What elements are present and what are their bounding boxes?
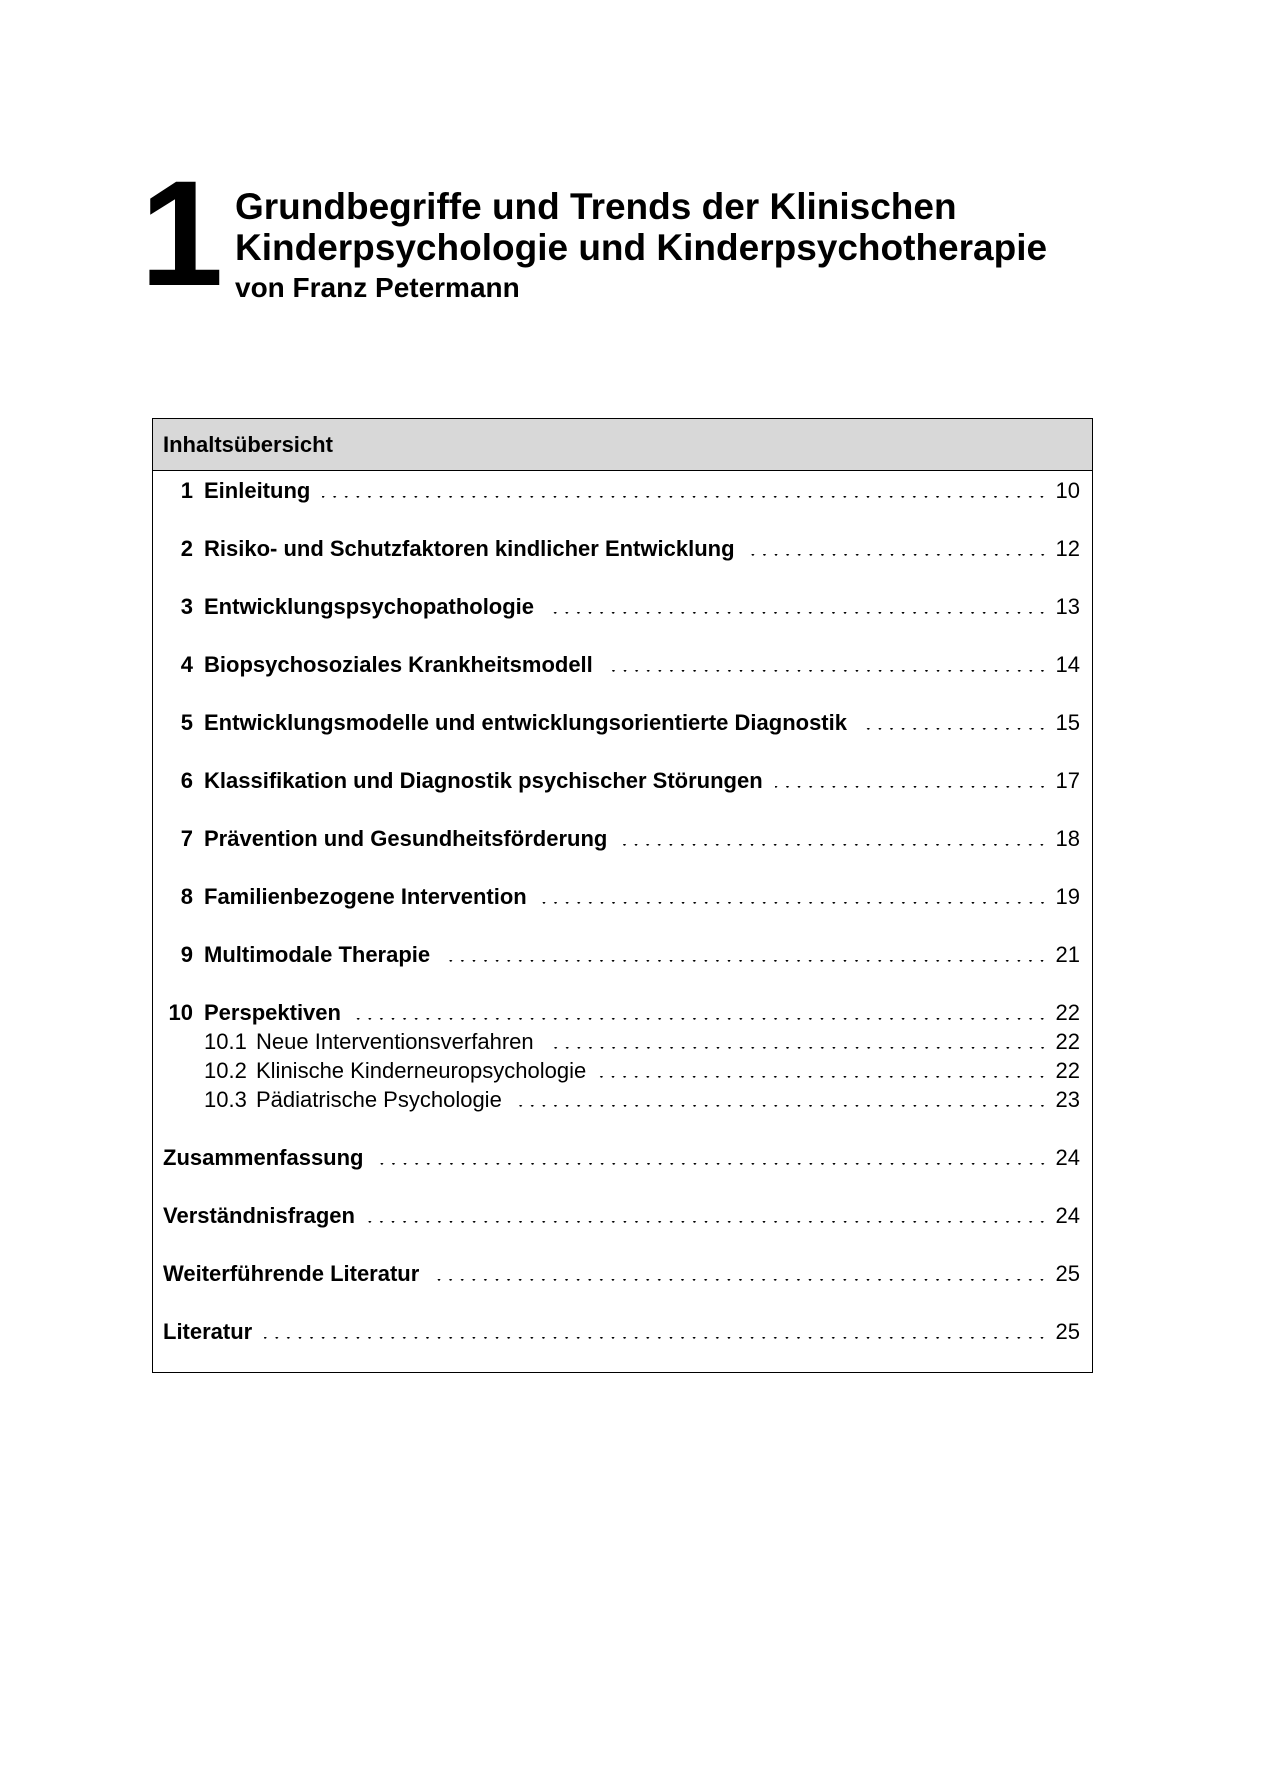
toc-entry-page: 22 xyxy=(1055,1000,1080,1025)
toc-subentry-label: Klinische Kinderneuropsychologie xyxy=(256,1058,587,1083)
toc-entry-8[interactable] xyxy=(163,883,1080,911)
toc-entry-label: Biopsychosoziales Krankheitsmodell xyxy=(204,652,593,677)
table-of-contents xyxy=(152,418,1093,1373)
toc-entry-page: 15 xyxy=(1055,710,1080,735)
toc-subentry-page: 22 xyxy=(1055,1029,1080,1054)
toc-entry-label: Klassifikation und Diagnostik psychischer Störungen xyxy=(204,768,763,793)
toc-backmatter-label: Verständnisfragen xyxy=(163,1203,355,1228)
toc-subentry-10-2[interactable] xyxy=(163,1057,1080,1085)
toc-entry-page: 17 xyxy=(1055,768,1080,793)
toc-subentry-number: 10.1 xyxy=(204,1029,247,1054)
toc-entry-number: 7 xyxy=(180,826,193,851)
toc-backmatter-label: Zusammenfassung xyxy=(163,1145,364,1170)
toc-entry-label: Entwicklungsmodelle und entwicklungsorientierte Diagnostik xyxy=(204,710,847,735)
toc-subentry-label: Pädiatrische Psychologie xyxy=(256,1087,502,1112)
toc-backmatter-label: Weiterführende Literatur xyxy=(163,1261,420,1286)
dot-leader xyxy=(859,728,1048,730)
toc-entry-number: 8 xyxy=(180,884,193,909)
toc-entry-label: Prävention und Gesundheitsförderung xyxy=(204,826,608,851)
chapter-number: 1 xyxy=(140,149,220,317)
toc-entry-number: 9 xyxy=(180,942,193,967)
toc-entry-1[interactable] xyxy=(163,477,1080,505)
chapter-title-block xyxy=(235,186,1047,305)
dot-leader xyxy=(322,496,1048,498)
toc-subentry-10-3[interactable] xyxy=(163,1086,1080,1114)
toc-entry-label: Risiko- und Schutzfaktoren kindlicher Entwicklung xyxy=(204,536,735,561)
toc-subentry-number: 10.2 xyxy=(204,1058,247,1083)
dot-leader xyxy=(539,902,1048,904)
toc-entry-label: Perspektiven xyxy=(204,1000,341,1025)
toc-backmatter-page: 24 xyxy=(1055,1203,1080,1228)
toc-entry-page: 12 xyxy=(1055,536,1080,561)
toc-entry-number: 2 xyxy=(180,536,193,561)
dot-leader xyxy=(353,1018,1048,1020)
toc-backmatter-zusammenfassung[interactable] xyxy=(163,1144,1080,1172)
toc-backmatter-page: 25 xyxy=(1055,1319,1080,1344)
toc-entry-4[interactable] xyxy=(163,651,1080,679)
toc-entry-3[interactable] xyxy=(163,593,1080,621)
toc-heading: Inhaltsübersicht xyxy=(153,419,1092,471)
toc-entry-7[interactable] xyxy=(163,825,1080,853)
chapter-title-line-2: Kinderpsychologie und Kinderpsychotherapie xyxy=(235,227,1048,268)
toc-entry-number: 4 xyxy=(180,652,193,677)
dot-leader xyxy=(442,960,1048,962)
toc-entry-6[interactable] xyxy=(163,767,1080,795)
toc-entry-5[interactable] xyxy=(163,709,1080,737)
toc-backmatter-page: 24 xyxy=(1055,1145,1080,1170)
toc-entry-number: 1 xyxy=(180,478,193,503)
toc-entry-page: 18 xyxy=(1055,826,1080,851)
toc-entry-label: Familienbezogene Intervention xyxy=(204,884,527,909)
toc-entry-label: Multimodale Therapie xyxy=(204,942,431,967)
toc-entry-page: 13 xyxy=(1055,594,1080,619)
toc-backmatter-page: 25 xyxy=(1055,1261,1080,1286)
toc-entry-page: 19 xyxy=(1055,884,1080,909)
toc-subentry-number: 10.3 xyxy=(204,1087,247,1112)
dot-leader xyxy=(605,670,1048,672)
toc-entry-10[interactable] xyxy=(163,999,1080,1027)
dot-leader xyxy=(775,786,1048,788)
dot-leader xyxy=(747,554,1048,556)
toc-backmatter-weiterfuehrende-literatur[interactable] xyxy=(163,1260,1080,1288)
toc-entry-label: Entwicklungspsychopathologie xyxy=(204,594,535,619)
toc-entry-page: 10 xyxy=(1055,478,1080,503)
chapter-author: von Franz Petermann xyxy=(235,272,520,303)
dot-leader xyxy=(367,1221,1048,1223)
dot-leader xyxy=(619,844,1048,846)
dot-leader xyxy=(514,1105,1048,1107)
dot-leader xyxy=(376,1163,1049,1165)
dot-leader xyxy=(546,612,1048,614)
toc-entry-9[interactable] xyxy=(163,941,1080,969)
toc-entry-number: 6 xyxy=(180,768,193,793)
toc-entry-number: 10 xyxy=(168,1000,193,1025)
toc-entry-number: 5 xyxy=(180,710,193,735)
dot-leader xyxy=(598,1076,1048,1078)
chapter-title-line-1: Grundbegriffe und Trends der Klinischen xyxy=(235,186,957,227)
dot-leader xyxy=(546,1047,1048,1049)
toc-entry-page: 14 xyxy=(1055,652,1080,677)
toc-entry-label: Einleitung xyxy=(204,478,311,503)
dot-leader xyxy=(264,1337,1048,1339)
toc-backmatter-label: Literatur xyxy=(163,1319,253,1344)
toc-subentry-page: 23 xyxy=(1055,1087,1080,1112)
toc-entry-2[interactable] xyxy=(163,535,1080,563)
toc-entry-number: 3 xyxy=(180,594,193,619)
toc-backmatter-literatur[interactable] xyxy=(163,1318,1080,1346)
dot-leader xyxy=(431,1279,1048,1281)
toc-subentry-label: Neue Interventionsverfahren xyxy=(256,1029,534,1054)
toc-subentry-page: 22 xyxy=(1055,1058,1080,1083)
toc-entry-page: 21 xyxy=(1055,942,1080,967)
toc-backmatter-verstaendnisfragen[interactable] xyxy=(163,1202,1080,1230)
toc-subentry-10-1[interactable] xyxy=(163,1028,1080,1056)
